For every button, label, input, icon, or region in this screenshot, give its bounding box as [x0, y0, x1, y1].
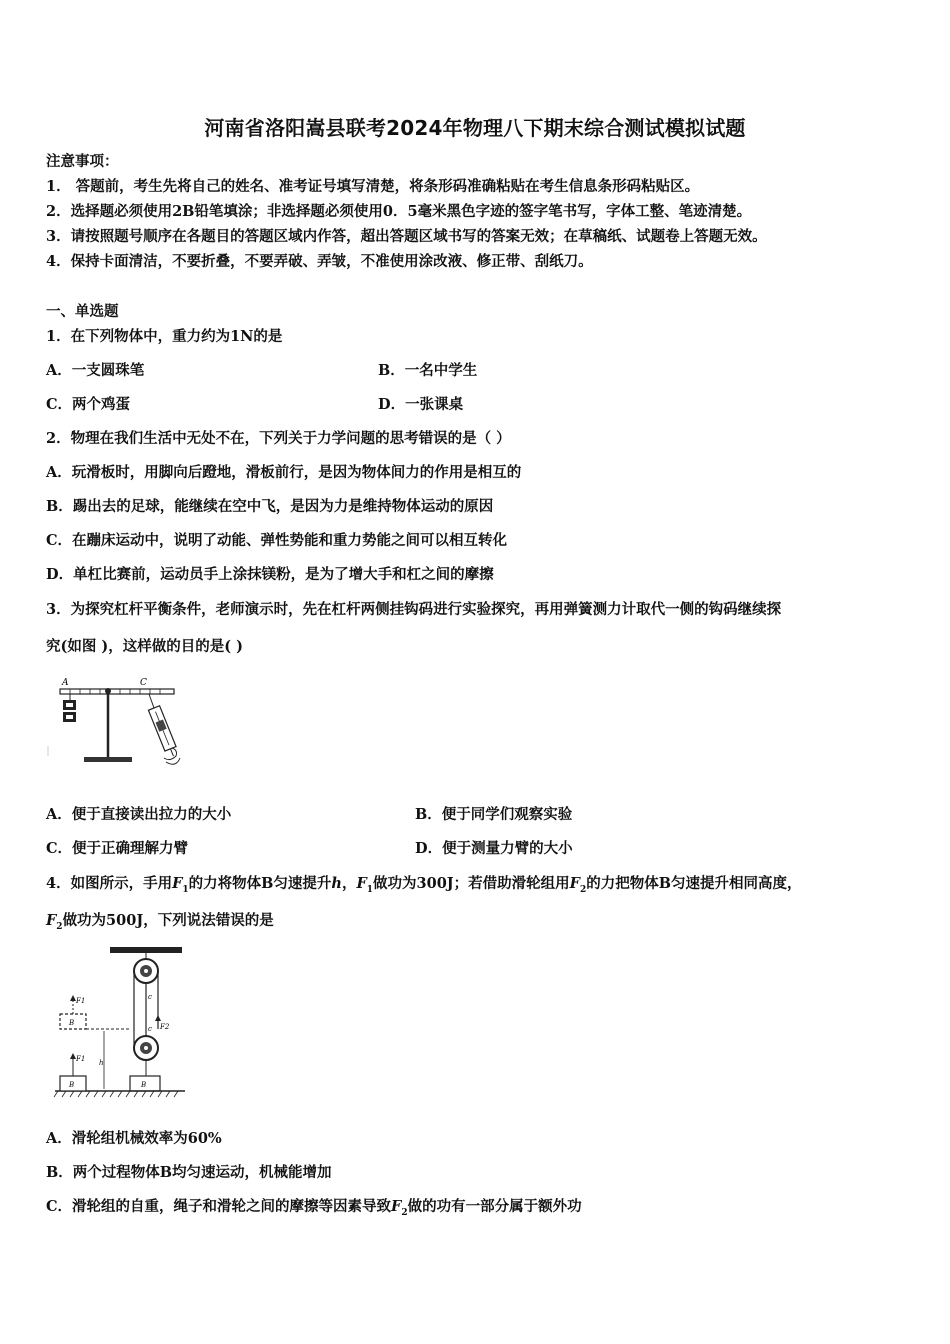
label-b1: B: [69, 1019, 75, 1027]
label-f1-upper: F1: [76, 997, 86, 1005]
lever-figure: [44, 670, 204, 780]
q2-option-a: A．玩滑板时，用脚向后蹬地，滑板前行，是因为物体间力的作用是相互的: [46, 464, 522, 481]
q2-option-d: D．单杠比赛前，运动员手上涂抹镁粉，是为了增大手和杠之间的摩擦: [46, 566, 494, 583]
q1-option-d: D．一张课桌: [378, 396, 464, 413]
q1-option-b: B．一名中学生: [378, 362, 478, 379]
pulley-figure: [50, 945, 190, 1105]
notice-item: 2．选择题必须使用2B铅笔填涂；非选择题必须使用0．5毫米黑色字迹的签字笔书写，字体工整、笔迹清楚。: [46, 203, 752, 220]
page-title: 河南省洛阳嵩县联考2024年物理八下期末综合测试模拟试题: [204, 116, 746, 140]
label-f2: F2: [160, 1023, 170, 1031]
q2-stem: 2．物理在我们生活中无处不在，下列关于力学问题的思考错误的是（ ）: [46, 430, 511, 447]
label-c: C: [140, 678, 147, 688]
label-h: h: [99, 1059, 104, 1067]
q2-option-c: C．在蹦床运动中，说明了动能、弹性势能和重力势能之间可以相互转化: [46, 532, 508, 549]
section-heading: 一、单选题: [46, 303, 119, 320]
notice-heading: 注意事项：: [46, 153, 119, 170]
q1-option-c: C．两个鸡蛋: [46, 396, 131, 413]
q1-option-a: A．一支圆珠笔: [46, 362, 145, 379]
q4-option-b: B．两个过程物体B均匀速运动，机械能增加: [46, 1164, 332, 1181]
q3-stem-line2: 究(如图 )，这样做的目的是( ): [46, 638, 244, 655]
label-b3: B: [141, 1081, 147, 1089]
q3-option-b: B．便于同学们观察实验: [415, 806, 573, 823]
notice-item: 4．保持卡面清洁，不要折叠，不要弄破、弄皱，不准使用涂改液、修正带、刮纸刀。: [46, 253, 593, 270]
q3-option-d: D．便于测量力臂的大小: [415, 840, 573, 857]
q2-option-b: B．踢出去的足球，能继续在空中飞，是因为力是维持物体运动的原因: [46, 498, 494, 515]
q4-option-a: A．滑轮组机械效率为60%: [46, 1130, 222, 1147]
q3-option-a: A．便于直接读出拉力的大小: [46, 806, 232, 823]
label-f1-lower: F1: [76, 1055, 86, 1063]
q3-option-c: C．便于正确理解力臂: [46, 840, 189, 857]
notice-item: 3．请按照题号顺序在各题目的答题区域内作答，超出答题区域书写的答案无效；在草稿纸、试题卷上答题无效。: [46, 228, 767, 245]
svg-text:c: c: [148, 993, 152, 1001]
q4-option-c: C．滑轮组的自重，绳子和滑轮之间的摩擦等因素导致$F_2$做的功有一部分属于额外功: [46, 1198, 582, 1218]
q4-stem-line1: 4．如图所示，手用$F_1$的力将物体B匀速提升h，$F_1$做功为300J；若借助滑轮组用$F_2$的力把物体B匀速提升相同高度，: [46, 875, 802, 895]
svg-text:c: c: [148, 1025, 152, 1033]
q1-stem: 1．在下列物体中，重力约为1N的是: [46, 328, 283, 345]
q3-stem-line1: 3．为探究杠杆平衡条件，老师演示时，先在杠杆两侧挂钩码进行实验探究，再用弹簧测力计取代一侧的钩码继续探: [46, 601, 782, 618]
q4-stem-line2: $F_2$做功为500J，下列说法错误的是: [46, 912, 274, 932]
label-b2: B: [69, 1081, 75, 1089]
label-a: A: [62, 678, 69, 688]
notice-item: 1． 答题前，考生先将自己的姓名、准考证号填写清楚，将条形码准确粘贴在考生信息条形码粘贴区。: [46, 178, 700, 195]
